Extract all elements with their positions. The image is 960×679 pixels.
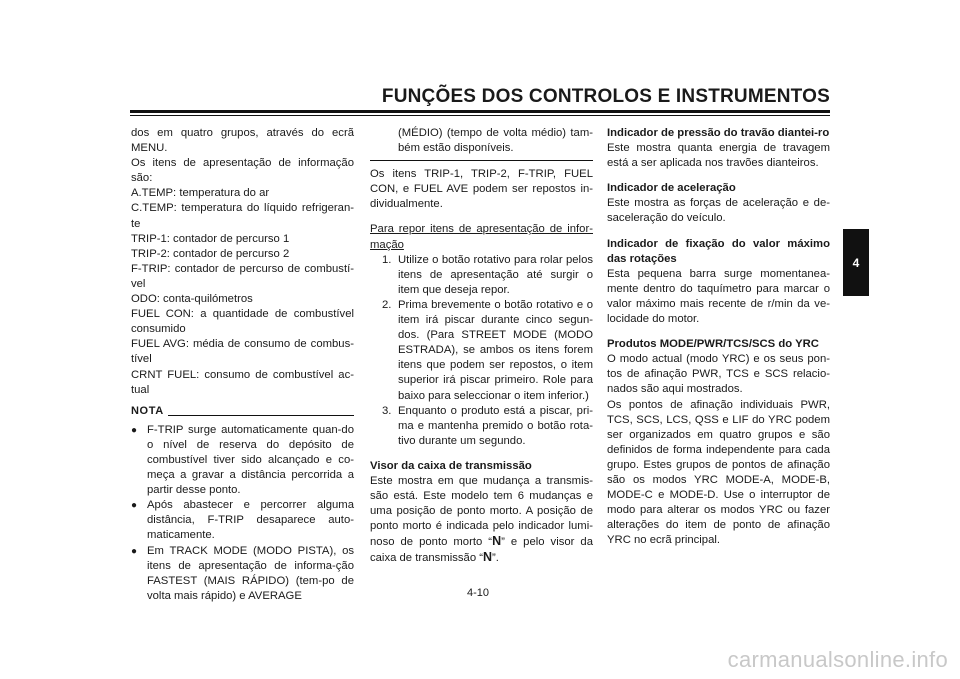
page-number: 4-10 — [467, 587, 490, 599]
column-3 — [607, 126, 830, 548]
step-text: Utilize o botão rotativo para rolar pelos itens de apresentação até surgir o item que deseja repor. — [398, 253, 593, 296]
intro-line: dos em quatro grupos, através do ecrã — [131, 127, 354, 139]
gear-heading: Visor da caixa de transmissão — [370, 459, 532, 472]
bullet-dot-icon: ● — [131, 545, 138, 557]
bullet-text: Em TRACK MODE (MODO PISTA), os itens de apresentação de informa-ção FASTEST (MAIS RÁPIDO) (tem-po de volta mais rápido) e AVERAGE — [147, 544, 354, 602]
gear-text-part: ” e pelo visor da caixa de transmissão “ — [370, 536, 593, 565]
bullet-dot-icon: ● — [131, 424, 138, 436]
section-heading: Indicador de aceleração — [607, 182, 736, 195]
section-text: Este mostra quanta energia de travagem está a ser aplicada nos travões dianteiros. — [607, 142, 830, 170]
nota-bullet — [131, 498, 354, 543]
gear-text-part: ”. — [492, 552, 499, 565]
column-1 — [131, 126, 354, 604]
watermark: carmanualsonline.info — [727, 647, 948, 672]
nota-bullet — [131, 544, 354, 604]
nota-bullet — [131, 423, 354, 498]
step-text: Prima brevemente o botão rotativo e o item irá piscar durante cinco segun-dos. (Para STREET MODE (MODO ESTRADA), se ambos os itens forem itens que podem ser repostos, o item superior irá piscar primeiro. Role para baixo para seleccionar o item inferior.) — [398, 298, 593, 402]
info-item: CRNT FUEL: consumo de combustível ac-tual — [131, 368, 354, 396]
section-text: Este mostra as forças de aceleração e de-saceleração do veículo. — [607, 197, 830, 225]
step-number: 3. — [382, 404, 392, 417]
intro-line: MENU. — [131, 142, 168, 155]
column-2 — [370, 126, 593, 567]
info-item: C.TEMP: temperatura do líquido refrigeran-te — [131, 202, 354, 230]
step-number: 1. — [382, 253, 392, 266]
info-item: TRIP-2: contador de percurso 2 — [131, 247, 290, 260]
nota-end-rule — [370, 160, 593, 161]
section-text: Esta pequena barra surge momentanea-mente dentro do taquímetro para marcar o valor máximo mais recente de r/min da ve-locidade do motor. — [607, 267, 830, 326]
section-heading: Produtos MODE/PWR/TCS/SCS do YRC — [607, 338, 819, 351]
bullet-dot-icon: ● — [131, 500, 138, 512]
info-item: ODO: conta-quilómetros — [131, 293, 253, 306]
neutral-display-icon: N — [483, 550, 493, 565]
header-rule-thin — [130, 115, 830, 116]
section-text: O modo actual (modo YRC) e os seus pon-tos de afinação PWR, TCS e SCS relacio-nados são aqui mostrados. Os pontos de afinação individuais PWR, TCS, SCS, LCS, QSS e LIF do YRC podem ser organizados em quatro grupos e são definidos de forma independente para cada grupo. Estes grupos de pontos de afinação são os modos YRC MODE-A, MODE-B, MODE-C e MODE-D. Use o interruptor de modo para alterar os modos YRC ou fazer alterações do item de ponto de afinação YRC no ecrã principal. — [607, 353, 830, 547]
bullet-text: Após abastecer e percorrer alguma distância, F-TRIP desaparece auto-maticamente. — [147, 499, 354, 542]
nota-rule — [168, 415, 354, 416]
step-item — [370, 404, 593, 449]
section-heading: Indicador de pressão do travão diantei-ro — [607, 127, 830, 139]
section-heading: Indicador de fixação do valor máximo das rotações — [607, 237, 830, 265]
info-item: A.TEMP: temperatura do ar — [131, 187, 270, 200]
gear-paragraph — [370, 474, 593, 567]
bullet-continuation: (MÉDIO) (tempo de volta médio) tam-bém estão disponíveis. — [398, 127, 593, 155]
gear-text-part: Este mostra em que mudança a transmis-são está. Este modelo tem 6 mudanças e uma posição de ponto morto. A posição de ponto morto é indicada pelo indicador lumi-noso de ponto morto “ — [370, 474, 593, 549]
page-header — [130, 86, 830, 116]
page-title: FUNÇÕES DOS CONTROLOS E INSTRUMENTOS — [381, 86, 830, 107]
chapter-tab: 4 — [843, 229, 869, 296]
step-item — [370, 298, 593, 404]
reset-paragraph: Os itens TRIP-1, TRIP-2, F-TRIP, FUEL CON, e FUEL AVE podem ser repostos in-dividualmente. — [370, 168, 593, 211]
nota-heading — [131, 404, 354, 419]
step-text: Enquanto o produto está a piscar, pri-ma e mantenha premido o botão rota-tivo durante um segundo. — [398, 404, 593, 447]
reset-heading: Para repor itens de apresentação de infor-mação — [370, 223, 593, 251]
step-item — [370, 253, 593, 298]
step-number: 2. — [382, 298, 392, 311]
info-item: FUEL AVG: média de consumo de combus-tível — [131, 338, 354, 366]
nota-label: NOTA — [131, 404, 164, 417]
neutral-indicator-icon: N — [492, 534, 502, 549]
info-item: TRIP-1: contador de percurso 1 — [131, 232, 290, 245]
header-rule-thick — [130, 110, 830, 113]
bullet-text: F-TRIP surge automaticamente quan-do o nível de reserva do depósito de combustível tiver sido alcançado e co-meça a gravar a distância percorrida a partir desse ponto. — [147, 423, 354, 497]
info-item: Os itens de apresentação de informação são: — [131, 157, 354, 185]
info-item: FUEL CON: a quantidade de combustível consumido — [131, 308, 354, 336]
info-item: F-TRIP: contador de percurso de combustí-vel — [131, 262, 354, 290]
